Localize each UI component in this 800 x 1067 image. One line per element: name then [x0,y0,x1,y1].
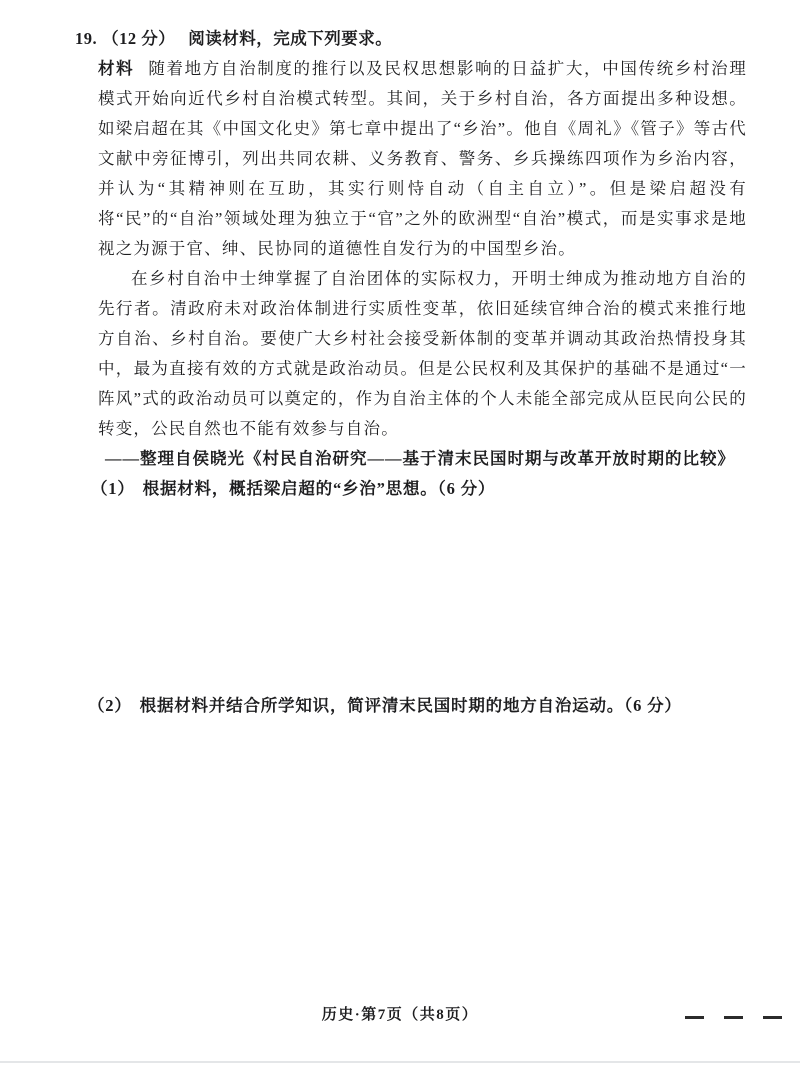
scan-edge-line [0,1061,800,1063]
question-instruction: 阅读材料，完成下列要求。 [188,29,393,48]
sub-question-2 [88,691,682,721]
material-citation: ——整理自侯晓光《村民自治研究——基于清末民国时期与改革开放时期的比较》 [105,449,735,468]
question-points: （12 分） [102,29,176,48]
fold-marks [685,1016,782,1019]
question-header [75,24,747,54]
fold-mark-dash [763,1016,782,1019]
fold-mark-dash [685,1016,704,1019]
fold-mark-dash [724,1016,743,1019]
sub-question-2-label: （2） [88,696,132,715]
sub-question-2-text: 根据材料并结合所学知识，简评清末民国时期的地方自治运动。（6 分） [139,696,682,715]
question-19-block [75,24,747,504]
material-paragraph-1-text: 随着地方自治制度的推行以及民权思想影响的日益扩大，中国传统乡村治理模式开始向近代乡村自治模式转型。其间，关于乡村自治，各方面提出多种设想。如梁启超在其《中国文化史》第七章中提出了“乡治”。他自《周礼》《管子》等古代文献中旁征博引，列出共同农耕、义务教育、警务、乡兵操练四项作为乡治内容，并认为“其精神则在互助，其实行则恃自动（自主自立）”。但是梁启超没有将“民”的“自治”领域处理为独立于“官”之外的欧洲型“自治”模式，而是实事求是地视之为源于官、绅、民协同的道德性自发行为的中国型乡治。 [98,59,747,258]
material-paragraph-1 [75,54,747,264]
sub-question-1-text: 根据材料，概括梁启超的“乡治”思想。（6 分） [142,479,496,498]
question-number: 19. [75,29,98,48]
material-paragraph-2: 在乡村自治中士绅掌握了自治团体的实际权力，开明士绅成为推动地方自治的先行者。清政府未对政治体制进行实质性变革，依旧延续官绅合治的模式来推行地方自治、乡村自治。要使广大乡村社会接受新体制的变革并调动其政治热情投身其中，最为直接有效的方式就是政治动员。但是公民权利及其保护的基础不是通过“一阵风”式的政治动员可以奠定的，作为自治主体的个人未能全部完成从臣民向公民的转变，公民自然也不能有效参与自治。 [98,269,747,438]
material-label: 材料 [98,59,135,78]
page-footer: 历史·第7页（共8页） [321,1007,479,1023]
sub-question-1-label: （1） [91,479,135,498]
sub-question-1 [75,474,747,504]
